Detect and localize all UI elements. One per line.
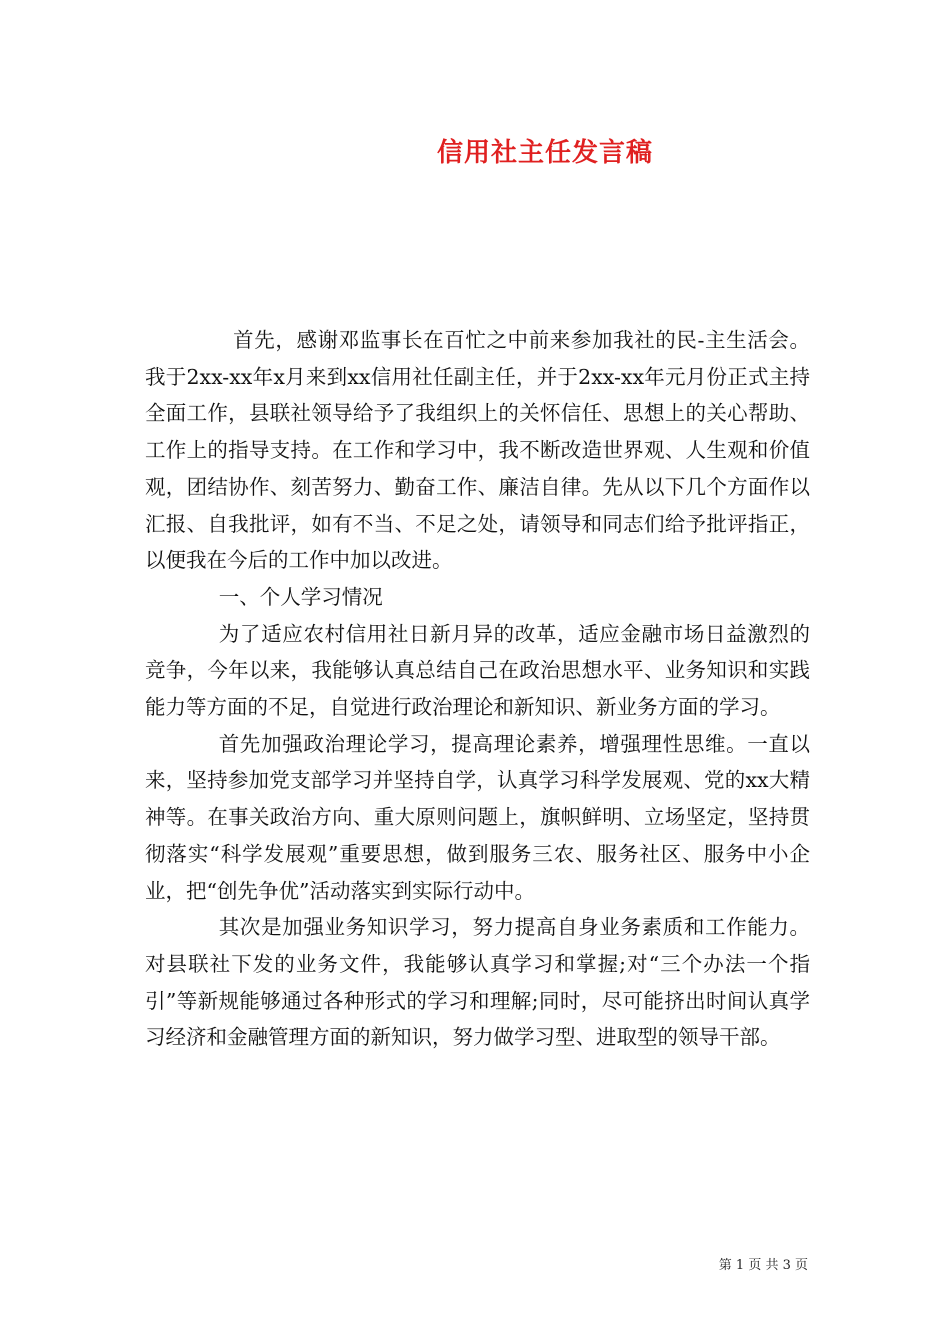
paragraph-study-overview: 为了适应农村信用社日新月异的改革，适应金融市场日益激烈的竞争，今年以来，我能够认真总结自己在政治思想水平、业务知识和实践能力等方面的不足，自觉进行政治理论和新知识、新业务方面的学习。 <box>145 621 810 720</box>
paragraph-political-theory: 首先加强政治理论学习，提高理论素养，增强理性思维。一直以来，坚持参加党支部学习并坚持自学，认真学习科学发展观、党的xx大精神等。在事关政治方向、重大原则问题上，旗帜鲜明、立场坚定，坚持贯彻落实“科学发展观”重要思想，做到服务三农、服务社区、服务中小企业，把“创先争优”活动落实到实际行动中。 <box>145 731 810 903</box>
section-heading-personal-study: 一、个人学习情况 <box>218 584 383 609</box>
paragraph-business-knowledge: 其次是加强业务知识学习，努力提高自身业务素质和工作能力。对县联社下发的业务文件，我能够认真学习和掌握;对“三个办法一个指引”等新规能够通过各种形式的学习和理解;同时，尽可能挤出时间认真学习经济和金融管理方面的新知识，努力做学习型、进取型的领导干部。 <box>145 915 810 1050</box>
page-number: 第 1 页 共 3 页 <box>718 1258 808 1273</box>
document-title: 信用社主任发言稿 <box>436 138 653 168</box>
paragraph-intro: 首先，感谢邓监事长在百忙之中前来参加我社的民-主生活会。我于2xx-xx年x月来到xx信用社任副主任，并于2xx-xx年元月份正式主持全面工作，县联社领导给予了我组织上的关怀信任、思想上的关心帮助、工作上的指导支持。在工作和学习中，我不断改造世界观、人生观和价值观，团结协作、刻苦努力、勤奋工作、廉洁自律。先从以下几个方面作以汇报、自我批评，如有不当、不足之处，请领导和同志们给予批评指正，以便我在今后的工作中加以改进。 <box>145 328 810 573</box>
document-body <box>145 322 810 1056</box>
